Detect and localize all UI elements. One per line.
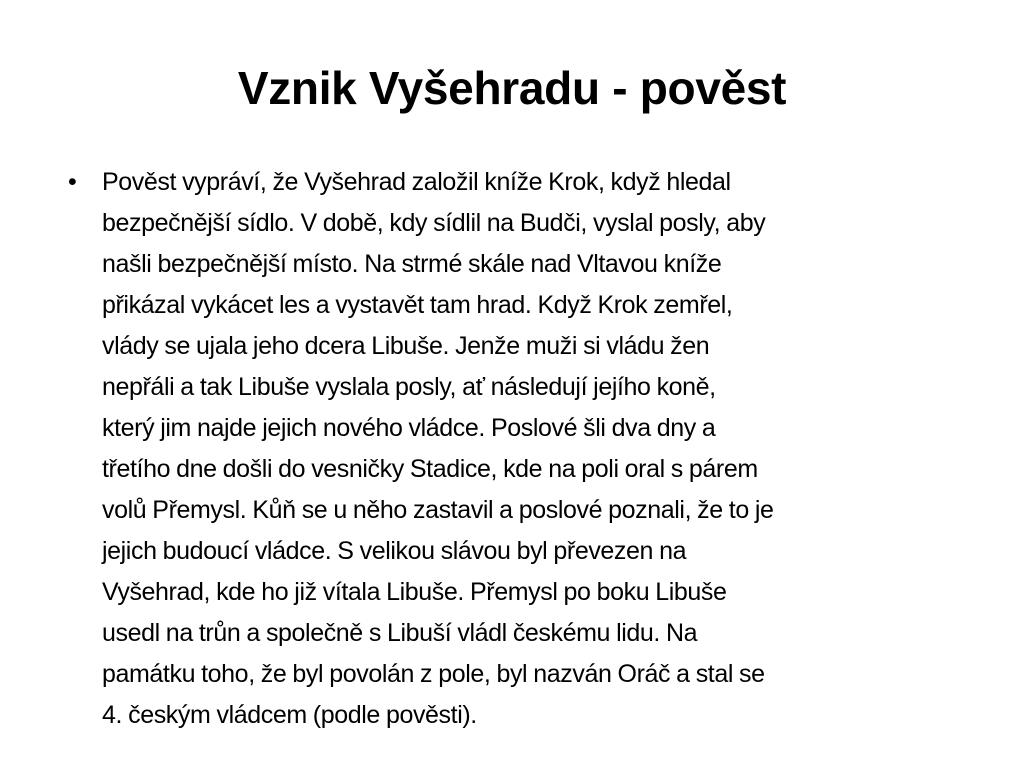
paragraph-line: volů Přemysl. Kůň se u něho zastavil a poslové poznali, že to je — [102, 496, 774, 524]
paragraph-line: našli bezpečnější místo. Na strmé skále nad Vltavou kníže — [102, 250, 722, 278]
slide-content — [60, 162, 980, 736]
paragraph-line: památku toho, že byl povolán z pole, byl nazván Oráč a stal se — [102, 660, 765, 688]
paragraph-line: vlády se ujala jeho dcera Libuše. Jenže muži si vládu žen — [102, 332, 710, 360]
paragraph-line: třetího dne došli do vesničky Stadice, kde na poli oral s párem — [102, 455, 758, 483]
paragraph-line: Pověst vypráví, že Vyšehrad založil kníže Krok, když hledal — [102, 168, 731, 196]
paragraph-line: který jim najde jejich nového vládce. Poslové šli dva dny a — [102, 414, 716, 442]
paragraph-line: nepřáli a tak Libuše vyslala posly, ať následují jejího koně, — [102, 373, 716, 401]
paragraph-line: přikázal vykácet les a vystavět tam hrad. Když Krok zemřel, — [102, 291, 733, 319]
bullet-paragraph — [60, 162, 980, 736]
paragraph-line: bezpečnější sídlo. V době, kdy sídlil na Budči, vyslal posly, aby — [102, 209, 766, 237]
paragraph-line: Vyšehrad, kde ho již vítala Libuše. Přemysl po boku Libuše — [102, 578, 727, 606]
bullet-icon: • — [68, 168, 77, 196]
paragraph-line: usedl na trůn a společně s Libuší vládl českému lidu. Na — [102, 619, 698, 647]
slide-title: Vznik Vyšehradu - pověst — [237, 62, 787, 114]
paragraph-line: jejich budoucí vládce. S velikou slávou byl převezen na — [102, 537, 687, 565]
paragraph-line: 4. českým vládcem (podle pověsti). — [102, 701, 477, 729]
